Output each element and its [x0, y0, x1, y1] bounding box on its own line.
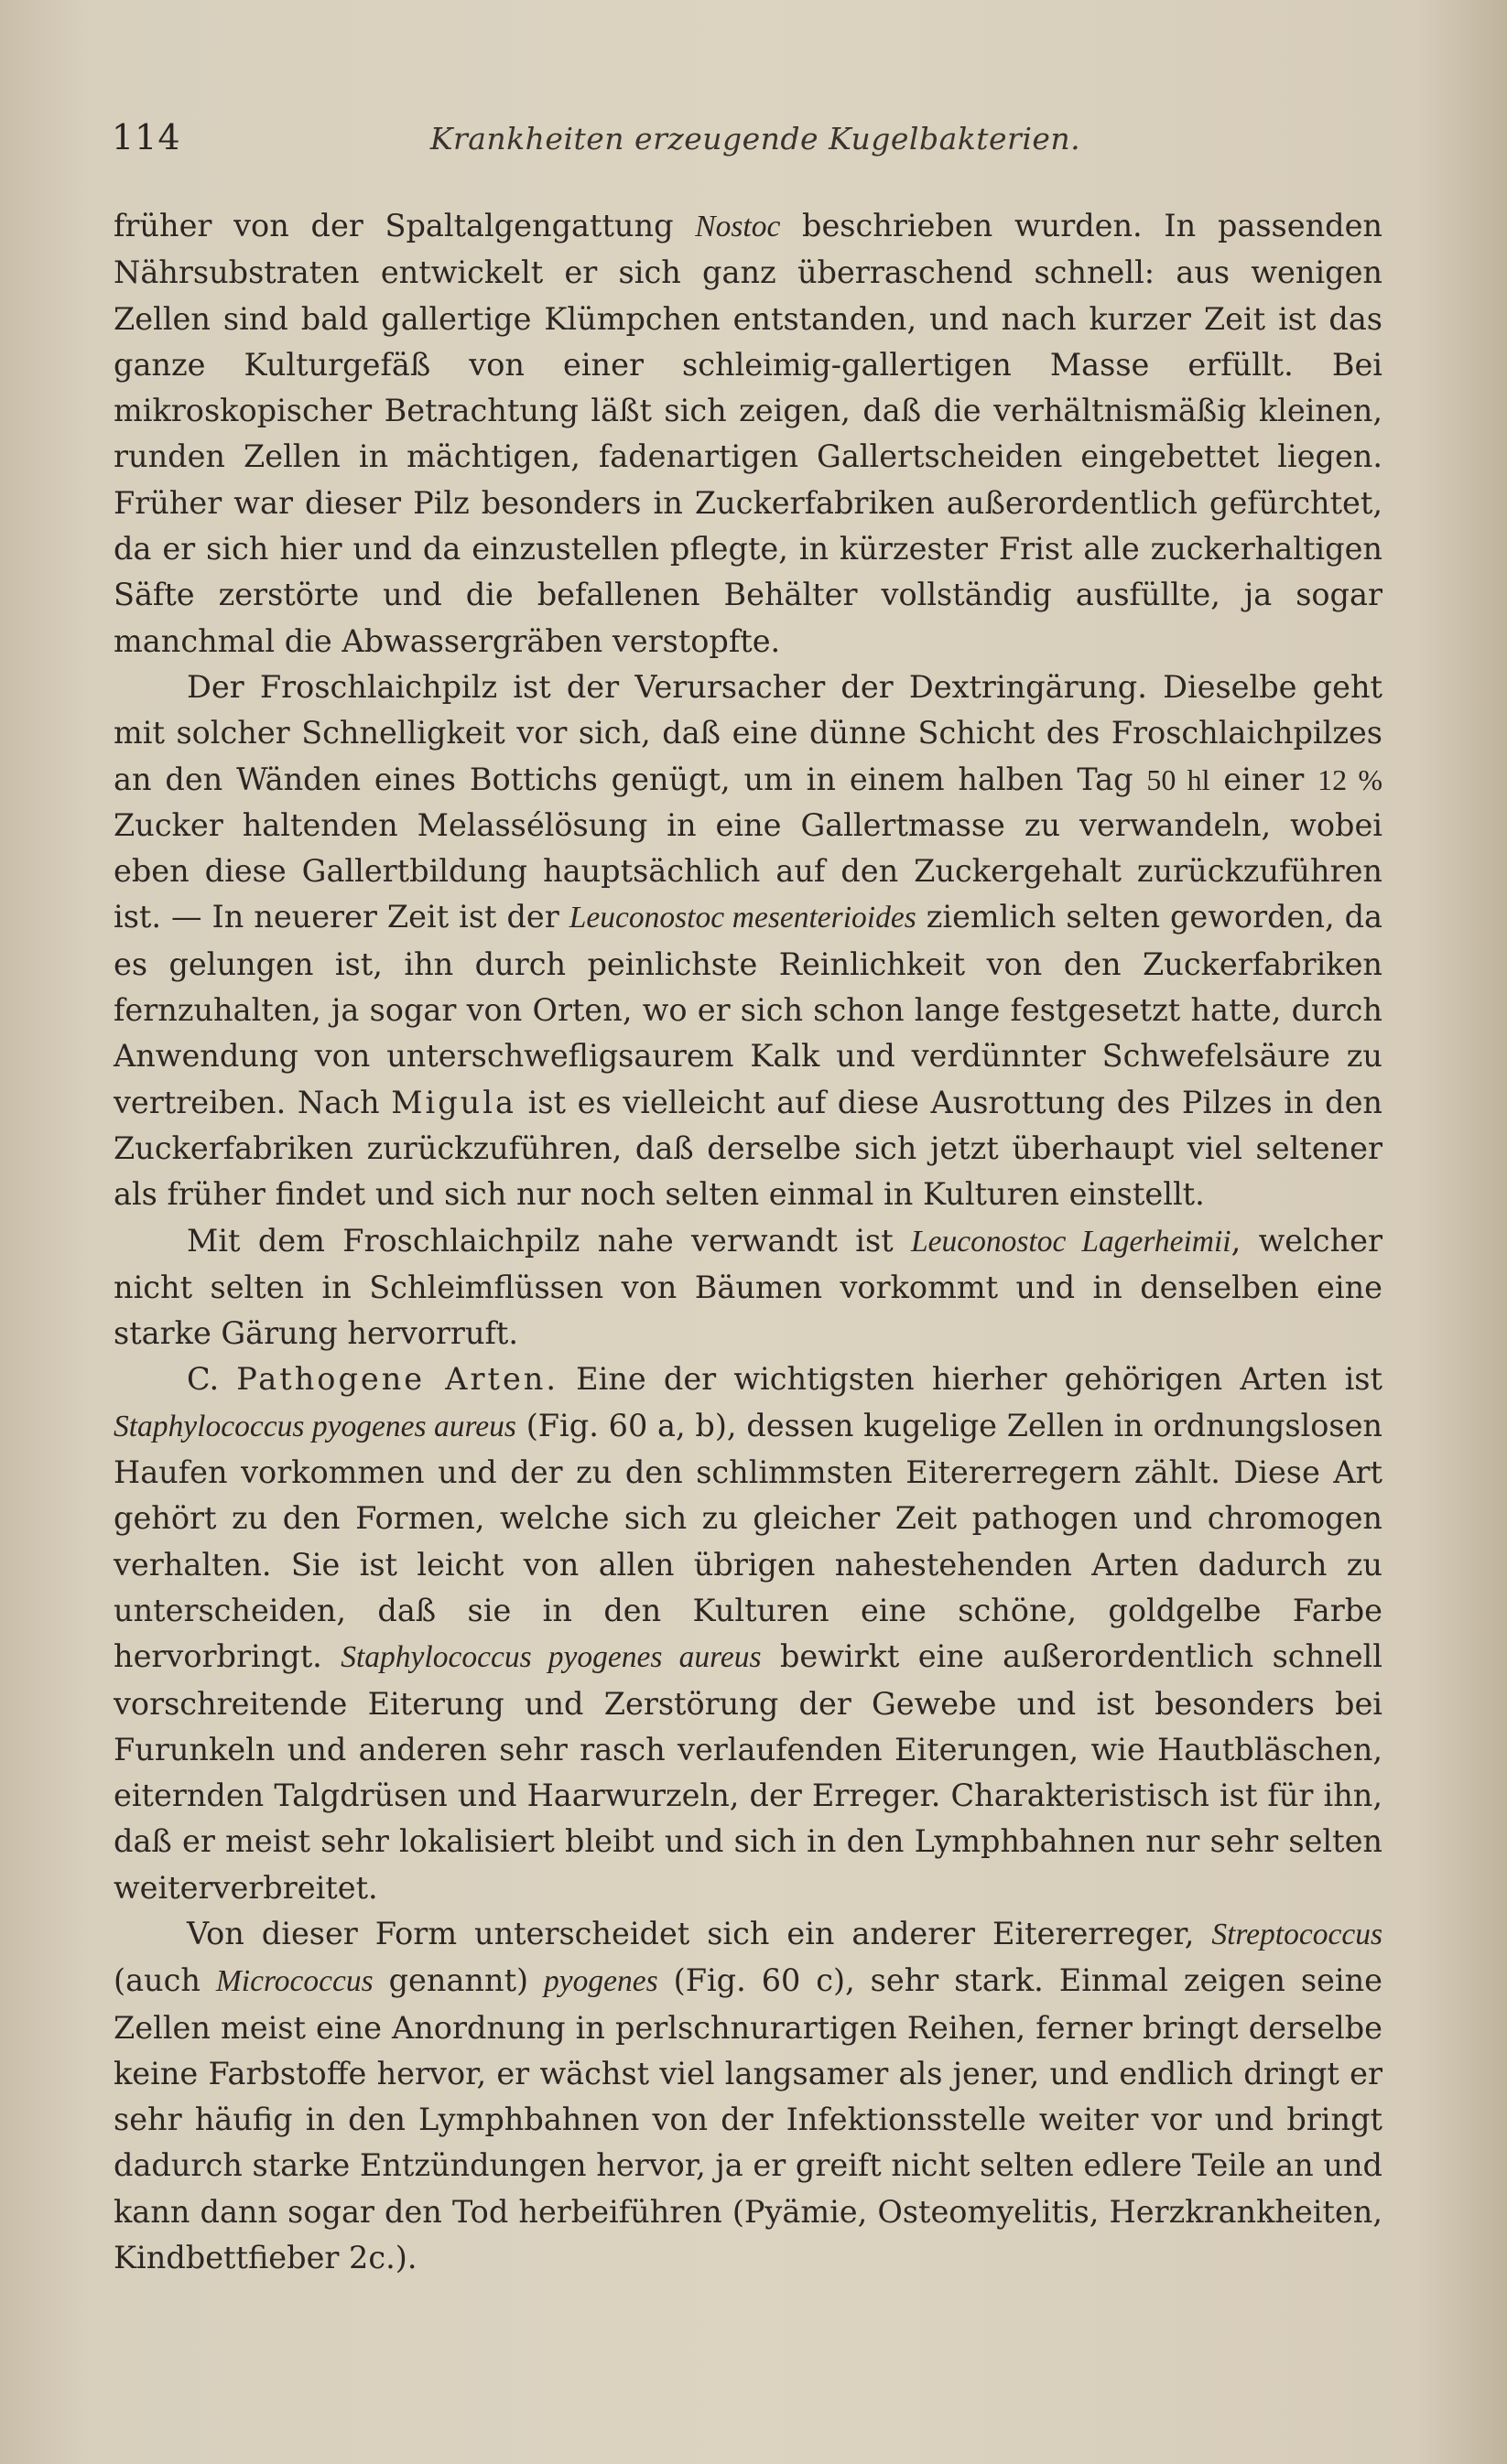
- paragraph: [114, 1911, 1382, 2281]
- running-title: Krankheiten erzeugende Kugelbakterien.: [429, 121, 1081, 157]
- text-segment: (Fig. 60 a, b), dessen kugelige Zellen in ordnungslosen Haufen vorkommen und der zu den schlimmsten Eitererregern zählt. Diese Art gehört zu den Formen, welche sich zu gleicher Zeit pathogen und chromogen verhalten. Sie ist leicht von allen übrigen nahestehenden Arten dadurch zu unterscheiden, daß sie in den Kulturen eine schöne, goldgelbe Farbe hervorbringt.: [114, 1407, 1382, 1675]
- text-segment: ist es vielleicht auf diese Ausrottung des Pilzes in den Zuckerfabriken zurückzuführen, daß derselbe sich jetzt überhaupt viel seltener als früher findet und sich nur noch selten einmal in Kulturen einstellt.: [114, 1084, 1382, 1213]
- text-segment: Zucker haltenden Melassélösung in eine Gallertmasse zu verwandeln, wobei eben diese Gallertbildung hauptsächlich auf den Zuckergehalt zurückzuführen ist. — In neuerer Zeit ist der: [114, 806, 1382, 935]
- latin-term: Micrococcus: [215, 1964, 374, 1999]
- latin-term: Staphylococcus pyogenes aureus: [114, 1409, 516, 1443]
- text-segment: (Fig. 60 c), sehr stark. Einmal zeigen seine Zellen meist eine Anordnung in perlschnurartigen Reihen, ferner bringt derselbe keine Farbstoffe hervor, er wächst viel langsamer als jener, und endlich dringt er sehr häufig in den Lymphbahnen von der Infektionsstelle weiter vor und bringt dadurch starke Entzündungen hervor, ja er greift nicht selten edlere Teile an und kann dann sogar den Tod herbeiführen (Pyämie, Osteomyelitis, Herzkrankheiten, Kindbettfieber 2c.).: [114, 1962, 1382, 2276]
- page-number: 114: [112, 117, 181, 157]
- latin-term: Staphylococcus pyogenes aureus: [341, 1640, 762, 1675]
- text-segment: 12 %: [1317, 762, 1383, 796]
- paragraph: [114, 665, 1382, 1218]
- text-segment: 50 hl: [1146, 762, 1210, 796]
- text-segment: Mit dem Froschlaichpilz nahe verwandt ist: [187, 1222, 912, 1259]
- text-segment: bewirkt eine außerordentlich schnell vorschreitende Eiterung und Zerstörung der Gewebe und ist besonders bei Furunkeln und anderen sehr rasch verlaufenden Eiterungen, wie Hautbläschen, eiternden Talgdrüsen und Haarwurzeln, der Erreger. Charakteristisch ist für ihn, daß er meist sehr lokalisiert bleibt und sich in den Lymphbahnen nur sehr selten weiterverbreitet.: [114, 1638, 1382, 1906]
- emphasized-text: Migula: [391, 1084, 516, 1120]
- text-segment: beschrieben wurden. In passenden Nährsubstraten entwickelt er sich ganz überraschend schnell: aus wenigen Zellen sind bald gallertige Klümpchen entstanden, und nach kurzer Zeit ist das ganze Kulturgefäß von einer schleimig-gallertigen Masse erfüllt. Bei mikroskopischer Betrachtung läßt sich zeigen, daß die verhältnismäßig kleinen, runden Zellen in mächtigen, fadenartigen Gallertscheiden eingebettet liegen. Früher war dieser Pilz besonders in Zuckerfabriken außerordentlich gefürchtet, da er sich hier und da einzustellen pflegte, in kürzester Frist alle zuckerhaltigen Säfte zerstörte und die befallenen Behälter vollständig ausfüllte, ja sogar manchmal die Abwassergräben verstopfte.: [114, 208, 1382, 659]
- latin-term: Leuconostoc mesenterioides: [569, 901, 916, 935]
- text-segment: einer: [1209, 761, 1318, 797]
- paragraph: [114, 1356, 1382, 1911]
- text-segment: (auch: [114, 1962, 216, 1999]
- emphasized-text: Pathogene Arten.: [236, 1361, 559, 1398]
- text-segment: früher von der Spaltalgengattung: [114, 208, 696, 243]
- text-segment: Der Froschlaichpilz ist der Verursacher der Dextringärung. Dieselbe geht mit solcher Schnelligkeit vor sich, daß eine dünne Schicht des Froschlaichpilzes an den Wänden eines Bottichs genügt, um in einem halben Tag: [114, 668, 1382, 797]
- paragraph: [114, 203, 1382, 665]
- latin-term: Streptococcus: [1211, 1917, 1382, 1951]
- text-segment: Von dieser Form unterscheidet sich ein anderer Eitererreger,: [187, 1915, 1212, 1951]
- latin-term: Nostoc: [695, 210, 781, 243]
- text-segment: genannt): [373, 1962, 545, 1999]
- text-segment: C.: [187, 1361, 237, 1398]
- text-segment: , welcher nicht selten in Schleimflüssen von Bäumen vorkommt und in denselben eine starke Gärung hervorruft.: [114, 1222, 1382, 1352]
- latin-term: Leuconostoc Lagerheimii: [911, 1224, 1231, 1259]
- paragraph: [114, 1218, 1382, 1357]
- latin-term: pyogenes: [544, 1964, 658, 1999]
- body-text: [114, 203, 1382, 2281]
- text-segment: ziemlich selten geworden, da es gelungen ist, ihn durch peinlichste Reinlichkeit von den Zuckerfabriken fernzuhalten, ja sogar von Orten, wo er sich schon lange festgesetzt hatte, durch Anwendung von unterschwefligsaurem Kalk und verdünnter Schwefelsäure zu vertreiben. Nach: [114, 899, 1383, 1120]
- page-header: [112, 117, 1399, 161]
- text-segment: Eine der wichtigsten hierher gehörigen Arten ist: [558, 1361, 1382, 1398]
